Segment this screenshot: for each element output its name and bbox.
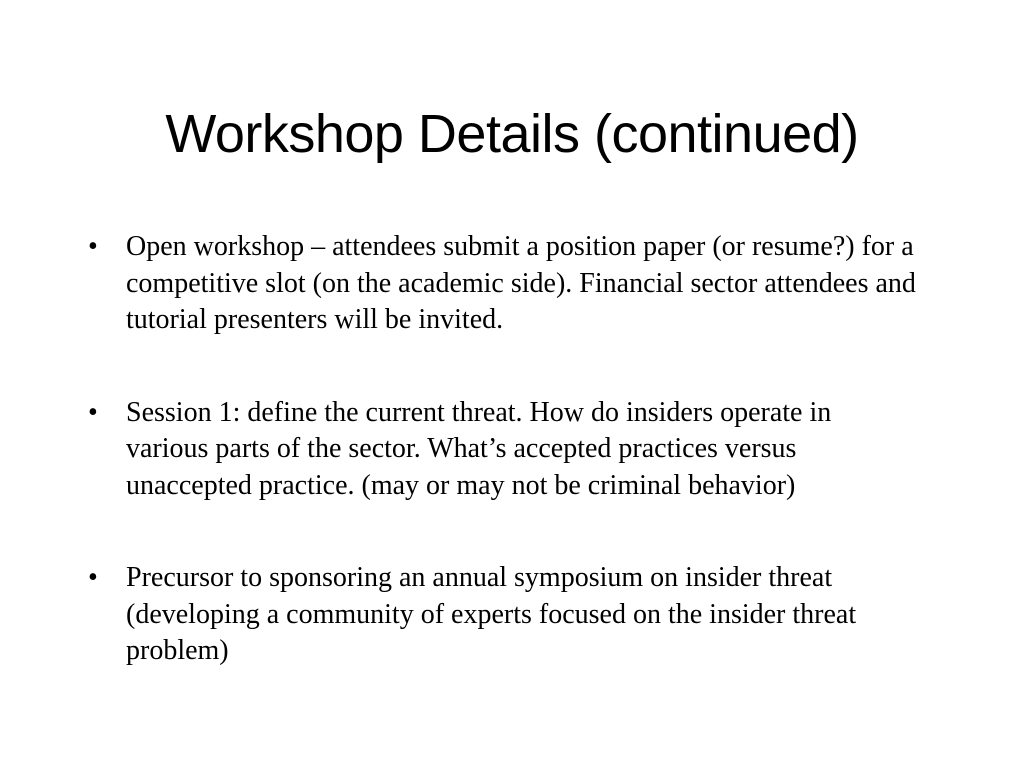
- bullet-text: Precursor to sponsoring an annual symposium on insider threat (developing a community of experts focused on the insider threat problem): [126, 562, 857, 666]
- bullet-text: Open workshop – attendees submit a position paper (or resume?) for a competitive slot (on the academic side). Financial sector attendees and tutorial presenters will be invited.: [126, 231, 916, 335]
- bullet-item: [88, 229, 918, 339]
- bullet-dot-icon: •: [88, 396, 98, 428]
- bullet-dot-icon: •: [88, 562, 98, 593]
- bullet-dot-icon: •: [88, 231, 98, 262]
- bullet-text: Session 1: define the current threat. How do insiders operate in various parts of the sector. What’s accepted practices versus unaccepted practice. (may or may not be criminal behavior): [126, 396, 832, 501]
- bullet-item: [88, 395, 918, 505]
- slide-title: Workshop Details (continued): [165, 104, 859, 164]
- bullet-item: [88, 560, 918, 670]
- bullet-list: [88, 229, 918, 670]
